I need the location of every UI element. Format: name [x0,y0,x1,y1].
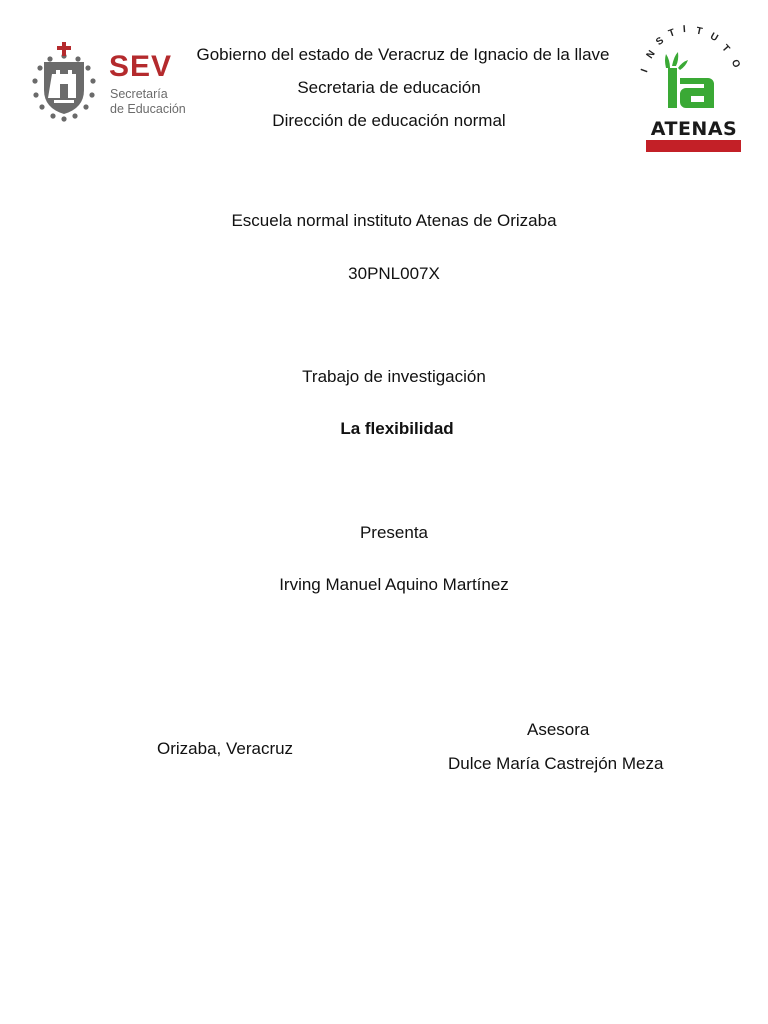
arc-letter: T [695,25,704,38]
header-secretaria: Secretaria de educación [297,78,481,97]
atenas-name: ATENAS [650,118,738,140]
school-name: Escuela normal instituto Atenas de Orizaba [231,211,557,230]
work-type: Trabajo de investigación [302,367,486,386]
school-code: 30PNL007X [348,264,440,283]
presenter-label: Presenta [359,523,429,542]
arc-letter: U [707,30,720,45]
header-direccion: Dirección de educación normal [272,111,506,130]
work-title: La flexibilidad [340,419,454,438]
sev-subtitle-line2: de Educación [110,102,186,116]
arc-letter: T [667,27,677,40]
arc-letter: S [654,35,667,48]
atenas-red-bar [646,140,741,152]
advisor-name: Dulce María Castrejón Meza [448,754,664,773]
arc-letter: I [682,23,687,36]
la-monogram-icon [636,22,748,118]
location: Orizaba, Veracruz [157,739,294,758]
advisor-label: Asesora [527,720,590,739]
arc-letter: I [639,67,651,75]
sev-acronym: SEV [109,50,173,83]
header-government: Gobierno del estado de Veracruz de Ignacio de la llave [196,45,610,64]
sev-subtitle-line1: Secretaría [110,87,168,101]
arc-letter: N [644,48,658,61]
arc-letter: O [728,58,742,70]
presenter-name: Irving Manuel Aquino Martínez [279,575,509,594]
arc-letter: T [719,42,732,55]
